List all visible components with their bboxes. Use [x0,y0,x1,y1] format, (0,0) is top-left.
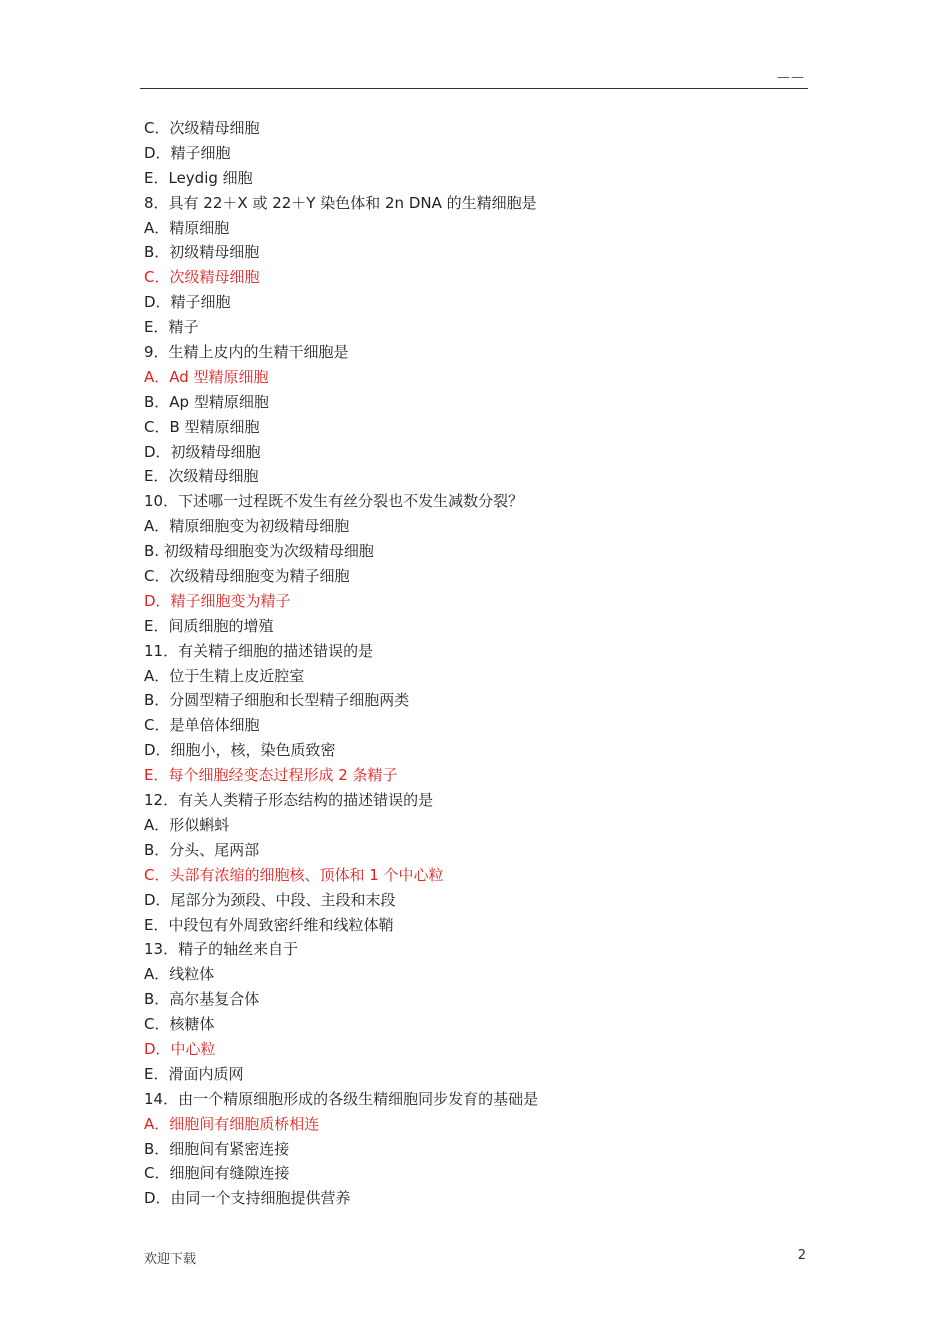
text-line: C．次级精母细胞变为精子细胞 [144,567,350,586]
text-line: A．形似蝌蚪 [144,815,230,834]
text-line: B．Ap 型精原细胞 [144,392,269,411]
page-number: 2 [797,1248,806,1263]
answer-option-line: C．头部有浓缩的细胞核、顶体和 1 个中心粒 [144,865,444,884]
text-line: B. 初级精母细胞变为次级精母细胞 [144,542,374,561]
text-line: B．分圆型精子细胞和长型精子细胞两类 [144,691,410,710]
text-line: C．B 型精原细胞 [144,417,260,436]
text-line: A．精原细胞 [144,218,230,237]
text-line: D．精子细胞 [144,143,231,162]
answer-option-line: C．次级精母细胞 [144,268,260,287]
answer-option-line: D．中心粒 [144,1039,216,1058]
answer-option-line: A．细胞间有细胞质桥相连 [144,1114,320,1133]
text-line: C．细胞间有缝隙连接 [144,1164,290,1183]
text-line: D．尾部分为颈段、中段、主段和末段 [144,890,396,909]
text-line: C．次级精母细胞 [144,119,260,137]
header-rule [140,88,808,89]
text-line: E．中段包有外周致密纤维和线粒体鞘 [144,915,394,934]
text-line: 12．有关人类精子形态结构的描述错误的是 [144,791,434,810]
text-line: 10．下述哪一过程既不发生有丝分裂也不发生减数分裂？ [144,492,524,511]
text-line: A．线粒体 [144,965,215,984]
question-list [144,116,808,1211]
text-line: E．间质细胞的增殖 [144,616,274,635]
text-line: D．由同一个支持细胞提供营养 [144,1189,351,1208]
text-line: 11．有关精子细胞的描述错误的是 [144,641,374,660]
text-line: E．精子 [144,318,199,337]
text-line: C．是单倍体细胞 [144,716,260,735]
footer-download-text: 欢迎下载 [144,1252,197,1267]
answer-option-line: A．Ad 型精原细胞 [144,367,269,386]
text-line: D．细胞小，核，染色质致密 [144,741,336,760]
text-line: 13．精子的轴丝来自于 [144,940,299,959]
text-line: 9．生精上皮内的生精干细胞是 [144,343,349,362]
text-line: B．高尔基复合体 [144,990,260,1009]
header-mark: —— [777,70,805,85]
text-line: 14．由一个精原细胞形成的各级生精细胞同步发育的基础是 [144,1089,539,1108]
answer-option-line: D．精子细胞变为精子 [144,591,291,610]
text-line: A．位于生精上皮近腔室 [144,666,305,685]
text-line: B．分头、尾两部 [144,840,260,859]
text-line: E．次级精母细胞 [144,467,259,486]
text-line: B．初级精母细胞 [144,243,260,262]
text-line: A．精原细胞变为初级精母细胞 [144,517,350,536]
text-line: D．精子细胞 [144,293,231,312]
answer-option-line: E．每个细胞经变态过程形成 2 条精子 [144,766,398,785]
text-line: B．细胞间有紧密连接 [144,1139,290,1158]
text-line: E．Leydig 细胞 [144,168,253,187]
text-line: C．核糖体 [144,1015,215,1034]
text-line: 8．具有 22＋X 或 22＋Y 染色体和 2n DNA 的生精细胞是 [144,193,537,212]
text-line: D．初级精母细胞 [144,442,261,461]
text-line: E．滑面内质网 [144,1064,244,1083]
